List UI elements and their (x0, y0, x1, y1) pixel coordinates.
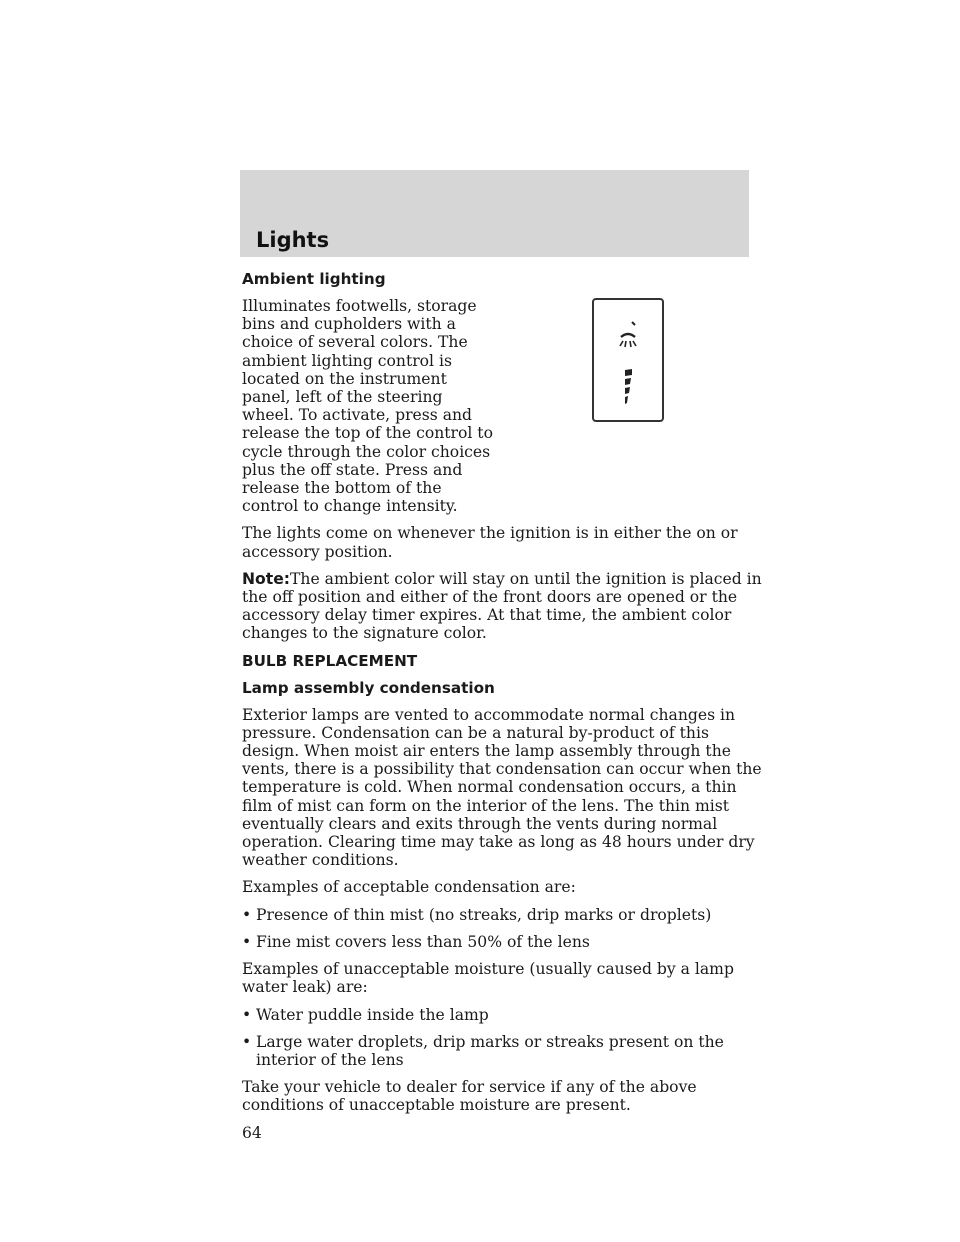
bulb-replacement-heading: BULB REPLACEMENT (242, 651, 418, 670)
bullet-icon: • (242, 1005, 252, 1024)
list-item: • Presence of thin mist (no streaks, drip marks or droplets) (242, 905, 712, 924)
condensation-paragraph: Exterior lamps are vented to accommodate normal changes in pressure. Condensation can be a natural by-product of this design. When moist air enters the lamp assembly through the vents, there is a possibility that condensation can occur when the temperature is cold. When normal condensation occurs, a thin film of mist can form on the interior of the lens. The thin mist eventually clears and exits through the vents during normal operation. Clearing time may take as long as 48 hours under dry weather conditions. (242, 705, 762, 870)
ambient-lighting-heading: Ambient lighting (242, 270, 386, 288)
note-text: The ambient color will stay on until the ignition is placed in the off position and either of the front doors are opened or the accessory delay timer expires. At that time, the ambient color changes to the signature color. (242, 569, 762, 643)
list-item: • Water puddle inside the lamp (242, 1005, 489, 1024)
page-content (242, 270, 762, 1142)
section-title: Lights (256, 228, 330, 252)
ambient-note-paragraph (242, 570, 762, 643)
page-number: 64 (242, 1123, 262, 1142)
bullet-icon: • (242, 932, 252, 951)
ambient-lights-on-paragraph: The lights come on whenever the ignition is in either the on or accessory position. (242, 524, 738, 561)
acceptable-intro: Examples of acceptable condensation are: (242, 878, 576, 897)
bullet-icon: • (242, 1032, 252, 1051)
section-header (240, 170, 749, 257)
list-item: • Fine mist covers less than 50% of the lens (242, 932, 590, 951)
ambient-intro-paragraph: Illuminates footwells, storage bins and cupholders with a choice of several colors. The ambient lighting control is located on the instrument panel, left of the steering wheel. To activate, press and release the top of the control to cycle through the color choices plus the off state. Press and release the bottom of the control to change intensity. (242, 297, 493, 516)
unacceptable-intro: Examples of unacceptable moisture (usually caused by a lamp water leak) are: (242, 960, 734, 997)
note-label: Note: (242, 569, 291, 588)
closing-paragraph: Take your vehicle to dealer for service if any of the above conditions of unacceptable moisture are present. (242, 1078, 697, 1115)
list-item: • Large water droplets, drip marks or streaks present on the interior of the lens (242, 1032, 724, 1069)
lamp-condensation-subheading: Lamp assembly condensation (242, 678, 495, 697)
bullet-icon: • (242, 905, 252, 924)
